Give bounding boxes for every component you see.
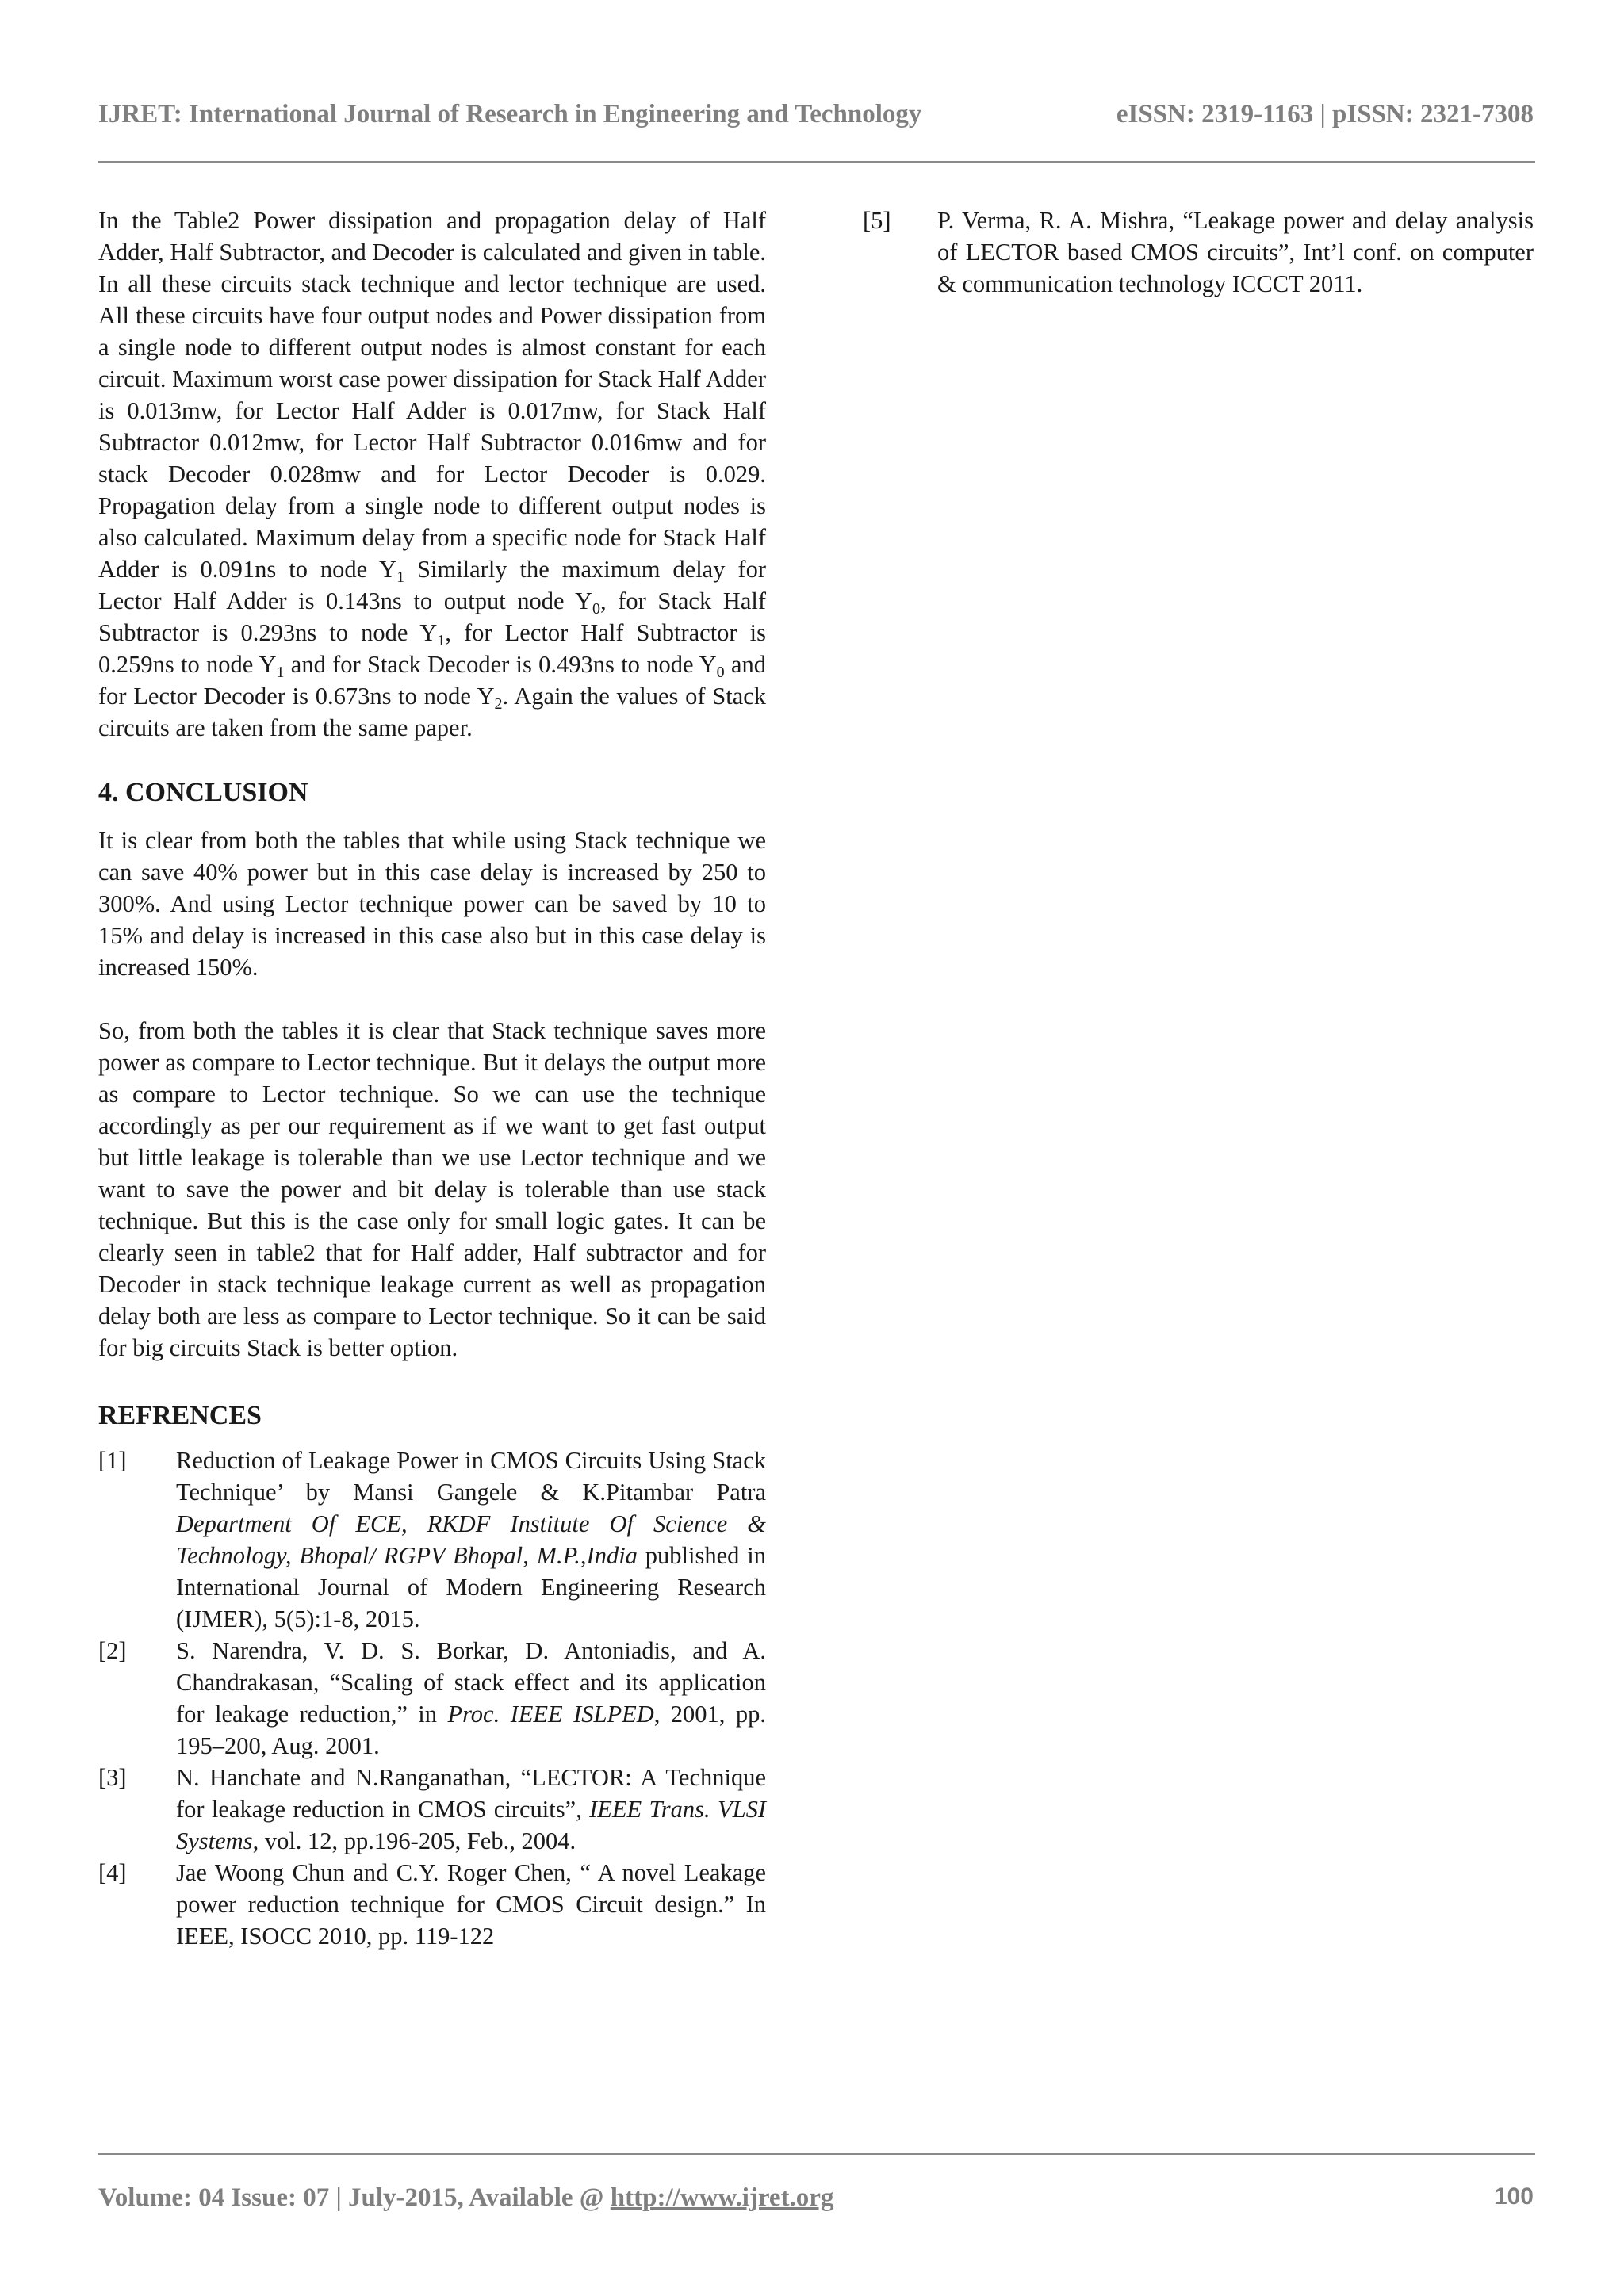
references-heading: REFRENCES — [98, 1401, 262, 1430]
reference-text: Jae Woong Chun and C.Y. Roger Chen, “ A novel Leakage power reduction technique for CMOS Circuit design.” In IEEE, ISOCC 2010, pp. 119-122 — [176, 1859, 766, 1950]
reference-item — [98, 1445, 766, 1635]
results-paragraph: In the Table2 Power dissipation and propagation delay of Half Adder, Half Subtractor, and Decoder is calculated and given in table. In all these circuits stack technique and lector technique are used. All these circuits have four output nodes and Power dissipation from a single node to different output nodes is almost constant for each circuit. Maximum worst case power dissipation for Stack Half Adder is 0.013mw, for Lector Half Adder is 0.017mw, for Stack Half Subtractor 0.012mw, for Lector Half Subtractor 0.016mw and for stack Decoder 0.028mw and for Lector Decoder is 0.029. Propagation delay from a single node to different output nodes is also calculated. Maximum delay from a specific node for Stack Half Adder is 0.091ns to node $Y_1$ Similarly the maximum delay for Lector Half Adder is 0.143ns to output node $Y_0$, for Stack Half Subtractor is 0.293ns to node $Y_1$, for Lector Half Subtractor is 0.259ns to node $Y_1$ and for Stack Decoder is 0.493ns to node $Y_0$ and for Lector Decoder is 0.673ns to node $Y_2$. Again the values of Stack circuits are taken from the same paper. — [98, 207, 767, 741]
conclusion-paragraph-2: So, from both the tables it is clear that Stack technique saves more power as compare to Lector technique. But it delays the output more as compare to Lector technique. So we can use the technique accordingly as per our requirement as if we want to get fast output but little leakage is tolerable than we use Lector technique and we want to save the power and bit delay is tolerable than use stack technique. But this is the case only for small logic gates. It can be clearly seen in table2 that for Half adder, Half subtractor and for Decoder in stack technique leakage current as well as propagation delay both are less as compare to Lector technique. So it can be said for big circuits Stack is better option. — [98, 1017, 766, 1361]
reference-text: S. Narendra, V. D. S. Borkar, D. Antoniadis, and A. Chandrakasan, “Scaling of stack effect and its application for leakage reduction,” in Proc. IEEE ISLPED, 2001, pp. 195–200, Aug. 2001. — [176, 1637, 766, 1759]
reference-number: [2] — [98, 1637, 127, 1664]
volume-info: Volume: 04 Issue: 07 | July-2015, Available @ http://www.ijret.org — [98, 2183, 834, 2212]
reference-text: N. Hanchate and N.Ranganathan, “LECTOR: A Technique for leakage reduction in CMOS circuits”, IEEE Trans. VLSI Systems, vol. 12, pp.196-205, Feb., 2004. — [176, 1764, 766, 1854]
reference-number: [1] — [98, 1447, 127, 1474]
conclusion-paragraph-1: It is clear from both the tables that while using Stack technique we can save 40% power but in this case delay is increased by 250 to 300%. And using Lector technique power can be saved by 10 to 15% and delay is increased in this case also but in this case delay is increased 150%. — [98, 827, 766, 981]
reference-number: [3] — [98, 1764, 127, 1791]
left-column — [98, 205, 766, 1952]
issn-label: eISSN: 2319-1163 | pISSN: 2321-7308 — [1116, 100, 1534, 128]
journal-title: IJRET: International Journal of Research in Engineering and Technology — [98, 100, 922, 128]
reference-number: [4] — [98, 1859, 127, 1886]
journal-link[interactable]: http://www.ijret.org — [610, 2183, 834, 2212]
reference-item — [98, 1635, 766, 1762]
conclusion-heading: 4. CONCLUSION — [98, 778, 308, 807]
reference-text: P. Verma, R. A. Mishra, “Leakage power and delay analysis of LECTOR based CMOS circuits”, Int’l conf. on computer & communication technology ICCCT 2011. — [937, 207, 1534, 297]
reference-number: [5] — [863, 207, 891, 234]
footer-divider — [98, 2153, 1535, 2155]
page-footer — [98, 2183, 1534, 2215]
reference-text: Reduction of Leakage Power in CMOS Circuits Using Stack Technique’ by Mansi Gangele & K.Pitambar Patra Department Of ECE, RKDF Institute Of Science & Technology, Bhopal/ RGPV Bhopal, M.P.,India published in International Journal of Modern Engineering Research (IJMER), 5(5):1-8, 2015. — [176, 1447, 766, 1632]
reference-item — [98, 1857, 766, 1952]
reference-item — [863, 205, 1534, 300]
header-divider — [98, 161, 1535, 163]
right-column — [863, 205, 1534, 300]
reference-item — [98, 1762, 766, 1857]
page-header — [98, 100, 1534, 132]
page-number: 100 — [1493, 2183, 1534, 2210]
